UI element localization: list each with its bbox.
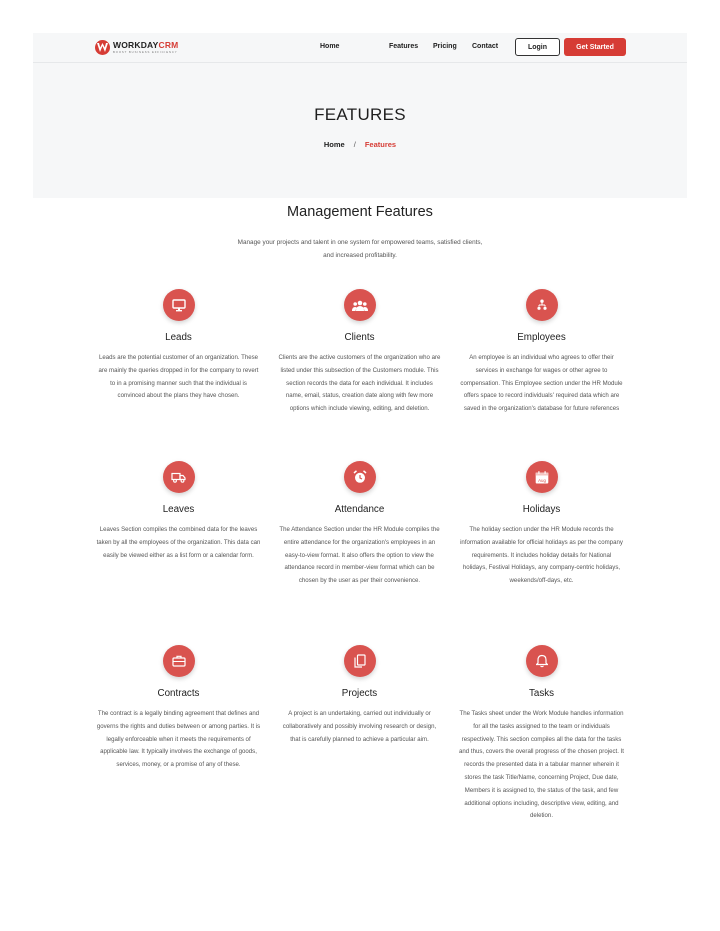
- briefcase-icon: [163, 645, 195, 677]
- breadcrumb: [33, 140, 687, 149]
- feature-contracts: [96, 645, 261, 772]
- logo-mark-icon: [95, 40, 110, 55]
- calendar-icon: [526, 461, 558, 493]
- logo[interactable]: [95, 40, 178, 55]
- get-started-button[interactable]: Get Started: [564, 38, 626, 56]
- feature-leaves: [96, 461, 261, 562]
- feature-description: An employee is an individual who agrees to offer their services in exchange for wages or other agree to compensation. This Employee section under the HR Module offers space to record individuals' required data which are saved in the organization's database for future references: [460, 354, 623, 413]
- org-chart-icon: [526, 289, 558, 321]
- feature-description: The Tasks sheet under the Work Module handles information for all the tasks assigned to the team or individuals respectively. This section compiles all the data for the tasks and thus, covers the overall progress of the chosen project. It records the presented data in a tabular manner wherein it stores the task Title/Name, concerning Project, Due date, Members it is assigned to, the status of the task, and few additional options including, descriptive view, editing, and deletion.: [459, 710, 624, 820]
- page-title: FEATURES: [314, 105, 406, 124]
- feature-description: Leaves Section compiles the combined data for the leaves taken by all the employees of the organization. This data can easily be viewed either as a list form or a calendar form.: [96, 526, 261, 559]
- feature-description: Clients are the active customers of the organization who are listed under this subsection of the Customers module. This section records the data for each individual. It includes name, email, status, creation date along with few more options which include viewing, editing, and deletion.: [278, 354, 441, 413]
- breadcrumb-home-link[interactable]: Home: [323, 140, 345, 149]
- feature-description: The holiday section under the HR Module records the information available for official holidays as per the company requirements. It includes holiday details for National holidays, Festival Holidays, any company-centric holidays, weekends/off-days, etc.: [460, 526, 623, 585]
- users-icon: [344, 289, 376, 321]
- feature-clients: [277, 289, 442, 416]
- copy-icon: [344, 645, 376, 677]
- breadcrumb-separator: /: [353, 140, 356, 149]
- feature-title: Attendance: [334, 504, 385, 515]
- feature-title: Employees: [517, 332, 566, 343]
- calendar-month-text: Aug: [537, 477, 546, 483]
- nav-features[interactable]: Features: [389, 43, 419, 50]
- feature-leads: [96, 289, 261, 403]
- section-description: Manage your projects and talent in one system for empowered teams, satisfied clients, and increased profitability.: [237, 239, 483, 259]
- truck-icon: [163, 461, 195, 493]
- feature-description: Leads are the potential customer of an organization. These are mainly the queries dropped in for the company to revert to in a promising manner such that the individual is convinced about the plans they have chosen.: [98, 354, 259, 400]
- nav-home[interactable]: Home: [320, 43, 340, 50]
- breadcrumb-current: Features: [364, 140, 397, 149]
- feature-description: The contract is a legally binding agreement that defines and governs the rights and duties between or among parties. It is legally enforceable when it meets the requirements of applicable law. It typically involves the exchange of goods, services, money, or a promise of any of these.: [96, 710, 261, 769]
- nav-contact[interactable]: Contact: [472, 43, 499, 50]
- monitor-icon: [163, 289, 195, 321]
- nav-pricing[interactable]: Pricing: [433, 43, 457, 50]
- feature-title: Projects: [341, 688, 378, 699]
- feature-holidays: [459, 461, 624, 588]
- feature-title: Tasks: [528, 688, 555, 699]
- login-button[interactable]: Login: [515, 38, 560, 56]
- feature-title: Holidays: [522, 504, 561, 515]
- page: [33, 33, 687, 198]
- feature-employees: [459, 289, 624, 416]
- feature-attendance: [277, 461, 442, 588]
- logo-wordmark: WORKDAYCRM: [113, 40, 179, 51]
- feature-description: A project is an undertaking, carried out individually or collaboratively and possibly involving research or design, that is carefully planned to achieve a particular aim.: [282, 710, 437, 743]
- feature-tasks: [459, 645, 624, 823]
- bell-icon: [526, 645, 558, 677]
- logo-tagline: BOOST BUSINESS EFFICIENCY: [113, 49, 178, 54]
- feature-projects: [277, 645, 442, 746]
- feature-title: Leaves: [162, 504, 195, 515]
- section-title: Management Features: [287, 204, 433, 220]
- feature-title: Clients: [344, 332, 375, 343]
- feature-title: Contracts: [157, 688, 200, 699]
- feature-title: Leads: [165, 332, 192, 343]
- feature-description: The Attendance Section under the HR Module compiles the entire attendance for the organization's employees in an easy-to-view format. It also offers the option to view the attendance record in member-view format which can be chosen by the user as per their convenience.: [279, 526, 440, 585]
- site-header: [33, 33, 687, 63]
- hero-banner: [33, 63, 687, 198]
- alarm-clock-icon: [344, 461, 376, 493]
